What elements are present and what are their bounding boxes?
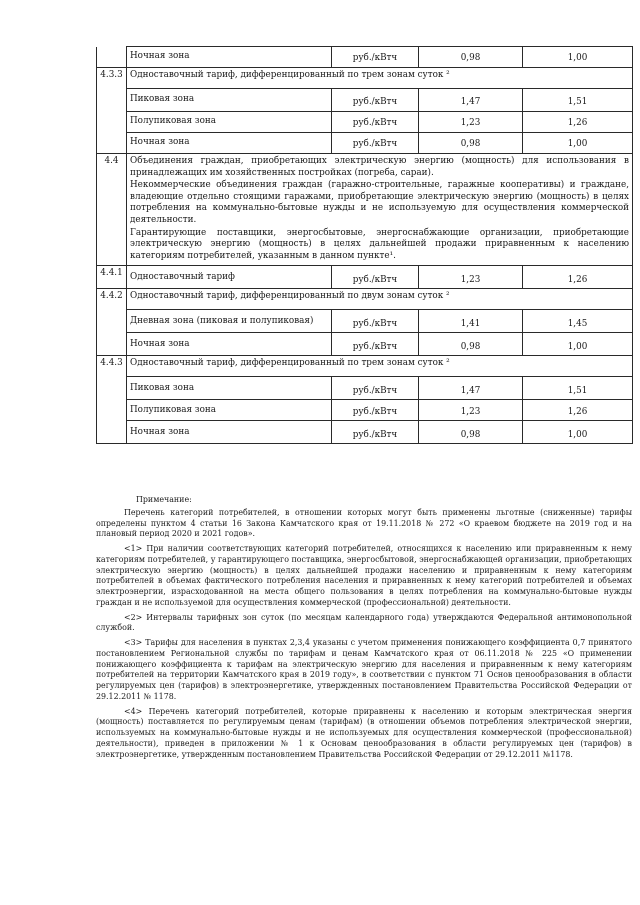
- table-row: [97, 377, 633, 400]
- row-unit: руб./кВтч: [332, 47, 419, 68]
- description-paragraph: Некоммерческие объединения граждан (гаражно-строительные, гаражные кооперативы) и граждане, владеющие отдельно стоящими гаражами, приобретающие электрическую энергию (мощность) в целях потребления на коммунально-бытовые нужды и не используемую для осуществления коммерческой деятельности.: [130, 180, 629, 226]
- table-row: [97, 289, 633, 310]
- table-row: [97, 333, 633, 356]
- row-name: Ночная зона: [127, 333, 332, 356]
- row-value-2019-h2: 1,45: [523, 310, 633, 333]
- row-value-2019-h2: 1,00: [523, 47, 633, 68]
- row-label: Одноставочный тариф, дифференцированный по двум зонам суток ²: [127, 289, 633, 310]
- row-name: Одноставочный тариф: [127, 266, 332, 289]
- row-unit: руб./кВтч: [332, 112, 419, 133]
- row-label: Одноставочный тариф, дифференцированный по трем зонам суток ²: [127, 68, 633, 89]
- row-name: Пиковая зона: [127, 377, 332, 400]
- table-row: [97, 89, 633, 112]
- row-name: Ночная зона: [127, 47, 332, 68]
- row-number: 4.4: [97, 154, 127, 266]
- row-value-2019-h2: 1,26: [523, 112, 633, 133]
- description-paragraph: Гарантирующие поставщики, энергосбытовые, энергоснабжающие организации, приобретающие электрическую энергию (мощность) в целях дальнейшей продажи приравненным к населению категориям потребителей, указанным в данном пункте¹.: [130, 227, 629, 261]
- notes-section: [96, 495, 632, 764]
- footnote-4: <4> Перечень категорий потребителей, которые приравнены к населению и которым электрическая энергия (мощность) поставляется по регулируемым ценам (тарифам) (в отношении объемов потребления электрической энергии, используемых на коммунально-бытовые нужды и не используемых для осуществления коммерческой (профессиональной) деятельности), приведен в приложении № 1 к Основам ценообразования в области регулируемых цен (тарифов) в электроэнергетике, утвержденным постановлением Правительства Российской Федерации от 29.12.2011 №1178.: [96, 706, 632, 759]
- row-value-2019-h1: 0,98: [419, 421, 523, 444]
- row-value-2019-h1: 1,41: [419, 310, 523, 333]
- table-row: [97, 421, 633, 444]
- row-number: 4.3.3: [97, 68, 127, 154]
- table-row: [97, 266, 633, 289]
- table-row: [97, 356, 633, 377]
- tariff-table: [96, 46, 633, 444]
- table-row: [97, 68, 633, 89]
- row-unit: руб./кВтч: [332, 377, 419, 400]
- row-name: Полупиковая зона: [127, 400, 332, 421]
- table-row: [97, 310, 633, 333]
- row-value-2019-h1: 0,98: [419, 333, 523, 356]
- row-unit: руб./кВтч: [332, 133, 419, 154]
- row-label: Одноставочный тариф, дифференцированный по трем зонам суток ²: [127, 356, 633, 377]
- row-unit: руб./кВтч: [332, 400, 419, 421]
- row-value-2019-h1: 1,23: [419, 400, 523, 421]
- row-unit: руб./кВтч: [332, 421, 419, 444]
- description-paragraph: Объединения граждан, приобретающих электрическую энергию (мощность) для использования в принадлежащих им хозяйственных постройках (погреба, сараи).: [130, 156, 629, 178]
- row-value-2019-h2: 1,26: [523, 266, 633, 289]
- footnote-3: <3> Тарифы для населения в пунктах 2,3,4 указаны с учетом применения понижающего коэффициента 0,7 принятого постановлением Региональной службы по тарифам и ценам Камчатского края от 06.11.2018 № 225 «О применении понижающего коэффициента к тарифам на электрическую энергию для населения и приравненным к нему категориям потребителей на территории Камчатского края в 2019 году», в соответствии с пунктом 71 Основ ценообразования в области регулируемых цен (тарифов) в электроэнергетике, утвержденных постановлением Правительства Российской Федерации от 29.12.2011 № 1178.: [96, 638, 632, 701]
- row-value-2019-h2: 1,26: [523, 400, 633, 421]
- row-value-2019-h2: 1,00: [523, 133, 633, 154]
- row-name: Ночная зона: [127, 421, 332, 444]
- table-row: [97, 400, 633, 421]
- row-unit: руб./кВтч: [332, 310, 419, 333]
- row-name: Дневная зона (пиковая и полупиковая): [127, 310, 332, 333]
- row-value-2019-h2: 1,00: [523, 333, 633, 356]
- row-number: 4.4.2: [97, 289, 127, 356]
- row-value-2019-h2: 1,51: [523, 89, 633, 112]
- category-description: [127, 154, 633, 266]
- row-value-2019-h2: 1,00: [523, 421, 633, 444]
- row-number: 4.4.1: [97, 266, 127, 289]
- row-number: 4.4.3: [97, 356, 127, 444]
- row-unit: руб./кВтч: [332, 333, 419, 356]
- row-value-2019-h2: 1,51: [523, 377, 633, 400]
- row-unit: руб./кВтч: [332, 89, 419, 112]
- row-name: Полупиковая зона: [127, 112, 332, 133]
- table-row: [97, 133, 633, 154]
- table-row: [97, 47, 633, 68]
- row-unit: руб./кВтч: [332, 266, 419, 289]
- table-row: [97, 112, 633, 133]
- footnote-1: <1> При наличии соответствующих категорий потребителей, относящихся к населению или приравненным к нему категориям потребителей, у гарантирующего поставщика, энергосбытовой, энергоснабжающей организации, приобретающих электрическую энергию (мощность) в целях дальнейшей продажи населению и приравненным к нему категориям потребителей в объемах фактического потребления населения и приравненных к нему категорий потребителей и объемах электроэнергии, израсходованной на места общего пользования в целях потребления на коммунально-бытовые нужды граждан и не используемой для осуществления коммерческой (профессиональной) деятельности.: [96, 544, 632, 607]
- row-value-2019-h1: 0,98: [419, 47, 523, 68]
- footnote-2: <2> Интервалы тарифных зон суток (по месяцам календарного года) утверждаются Федеральной антимонопольной службой.: [96, 612, 632, 633]
- note-paragraph: Перечень категорий потребителей, в отношении которых могут быть применены льготные (сниженные) тарифы определены пунктом 4 статьи 16 Закона Камчатского края от 19.11.2018 № 272 «О краевом бюджете на 2019 год и на плановый период 2020 и 2021 годов».: [96, 507, 632, 539]
- row-value-2019-h1: 1,23: [419, 266, 523, 289]
- row-name: Пиковая зона: [127, 89, 332, 112]
- row-value-2019-h1: 0,98: [419, 133, 523, 154]
- table-row: [97, 154, 633, 266]
- row-value-2019-h1: 1,47: [419, 89, 523, 112]
- notes-title: Примечание:: [136, 495, 192, 504]
- row-value-2019-h1: 1,47: [419, 377, 523, 400]
- row-value-2019-h1: 1,23: [419, 112, 523, 133]
- row-name: Ночная зона: [127, 133, 332, 154]
